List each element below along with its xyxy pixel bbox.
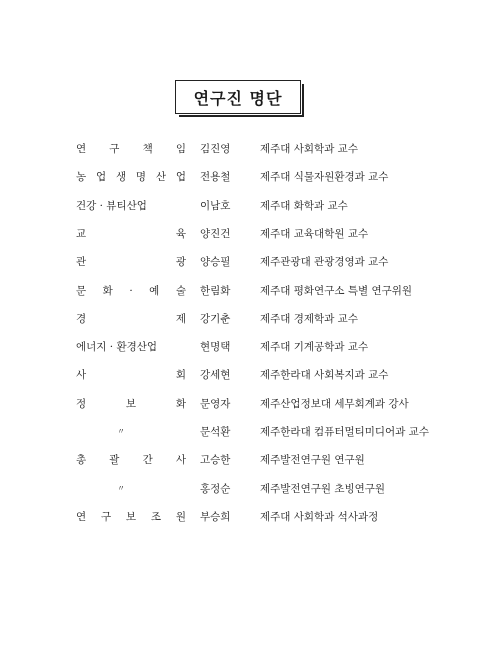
member-row bbox=[0, 422, 480, 442]
member-role: 관 광 bbox=[76, 256, 186, 269]
member-affiliation: 제주대 식물자원환경과 교수 bbox=[260, 171, 389, 184]
member-row bbox=[0, 337, 480, 357]
member-name: 현명택 bbox=[200, 341, 231, 354]
member-row bbox=[0, 394, 480, 414]
member-row bbox=[0, 224, 480, 244]
member-affiliation: 제주한라대 사회복지과 교수 bbox=[260, 369, 389, 382]
member-name: 문석환 bbox=[200, 426, 231, 438]
member-row bbox=[0, 479, 480, 499]
member-role: 연 구 책 임 bbox=[76, 143, 186, 155]
member-role: 총 괄 간 사 bbox=[76, 454, 186, 467]
member-name: 고승한 bbox=[200, 454, 231, 467]
member-name: 한림화 bbox=[200, 284, 231, 297]
member-row bbox=[0, 167, 480, 187]
member-name: 김진영 bbox=[200, 143, 231, 155]
member-name: 양승필 bbox=[200, 256, 231, 269]
member-name: 홍정순 bbox=[200, 482, 231, 495]
member-role: 경 제 bbox=[76, 312, 186, 325]
member-affiliation: 제주대 경제학과 교수 bbox=[260, 312, 358, 325]
member-role: 문 화 · 예 술 bbox=[76, 284, 186, 297]
member-row bbox=[0, 252, 480, 272]
member-affiliation: 제주관광대 관광경영과 교수 bbox=[260, 256, 389, 269]
member-name: 부승희 bbox=[200, 510, 231, 523]
member-affiliation: 제주대 교육대학원 교수 bbox=[260, 227, 369, 240]
member-affiliation: 제주대 사회학과 교수 bbox=[260, 143, 358, 155]
member-name: 이남호 bbox=[200, 199, 231, 212]
member-name: 전용철 bbox=[200, 171, 231, 184]
member-affiliation: 제주발전연구원 초빙연구원 bbox=[260, 482, 386, 495]
member-row bbox=[0, 281, 480, 301]
member-role: 사 회 bbox=[76, 369, 186, 382]
member-name: 강기춘 bbox=[200, 312, 231, 325]
member-affiliation: 제주산업정보대 세무회계과 강사 bbox=[260, 397, 409, 410]
member-row bbox=[0, 309, 480, 329]
member-affiliation: 제주대 사회학과 석사과정 bbox=[260, 510, 379, 523]
member-name: 양진건 bbox=[200, 227, 231, 240]
member-affiliation: 제주대 기계공학과 교수 bbox=[260, 341, 369, 354]
member-affiliation: 제주대 평화연구소 특별 연구위원 bbox=[260, 284, 413, 297]
member-role: 교 육 bbox=[76, 227, 186, 240]
member-affiliation: 제주발전연구원 연구원 bbox=[260, 454, 365, 467]
member-role: 농 업 생 명 산 업 bbox=[76, 171, 186, 184]
member-affiliation: 제주한라대 컴퓨터멀티미디어과 교수 bbox=[260, 426, 429, 438]
member-affiliation: 제주대 화학과 교수 bbox=[260, 199, 348, 212]
member-role: 〃 bbox=[117, 427, 125, 436]
member-role: 〃 bbox=[117, 483, 125, 493]
member-role: 정 보 화 bbox=[76, 397, 186, 410]
member-row bbox=[0, 450, 480, 470]
member-name: 강세현 bbox=[200, 369, 231, 382]
page-title: 연구진 명단 bbox=[175, 80, 301, 114]
member-row bbox=[0, 365, 480, 385]
member-row bbox=[0, 139, 480, 159]
member-name: 문영자 bbox=[200, 397, 231, 410]
member-row bbox=[0, 507, 480, 527]
member-role: 연 구 보 조 원 bbox=[76, 510, 186, 523]
member-row bbox=[0, 196, 480, 216]
member-role: 에너지 · 환경산업 bbox=[76, 341, 158, 354]
member-role: 건강 · 뷰티산업 bbox=[76, 199, 147, 212]
